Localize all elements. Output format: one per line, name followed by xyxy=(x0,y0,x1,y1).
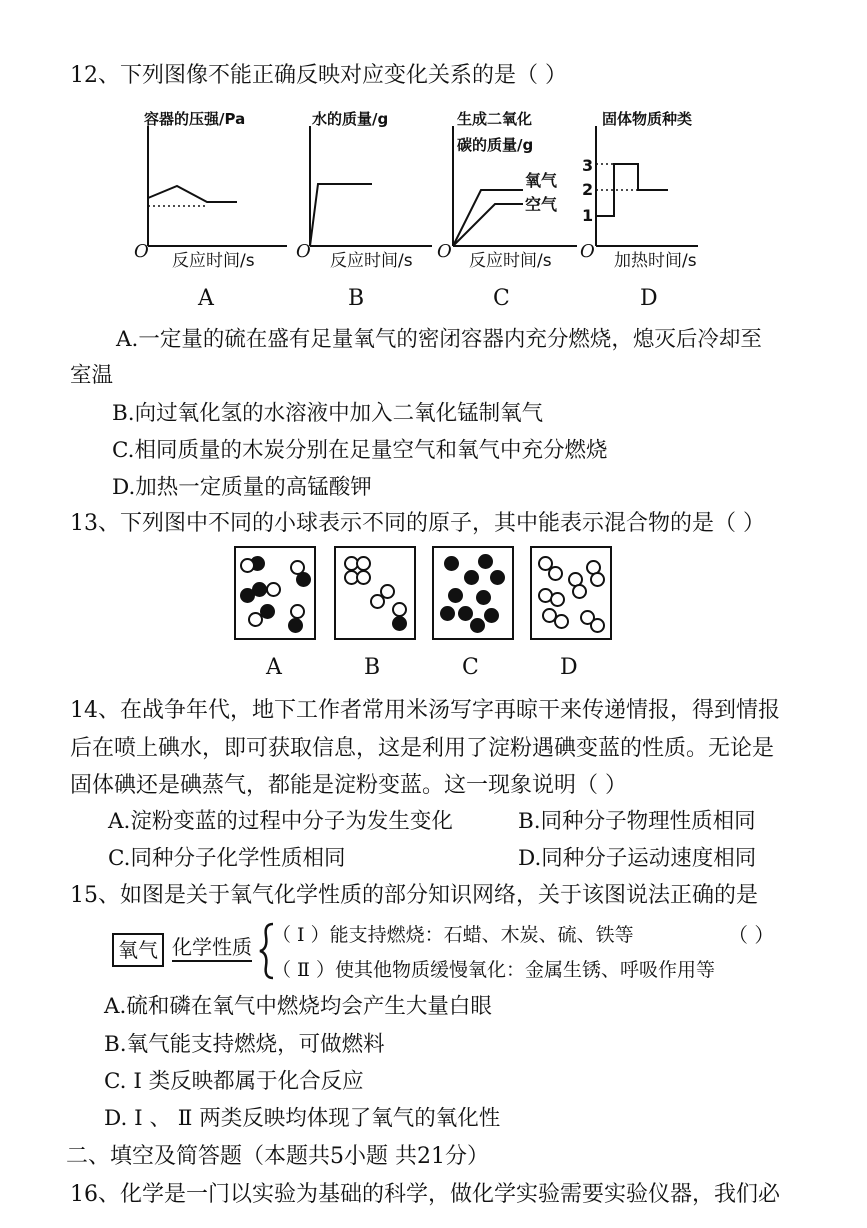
q14-line3: 固体碘还是碘蒸气，都能是淀粉变蓝。这一现象说明（ ） xyxy=(70,773,627,798)
molecule-box-a xyxy=(234,546,316,640)
section-2-heading: 二、填空及简答题（本题共5小题 共21分） xyxy=(66,1144,489,1169)
atom xyxy=(266,582,281,597)
q12-stem: 12、下列图像不能正确反映对应变化关系的是（ ） xyxy=(70,63,567,88)
atom xyxy=(590,618,605,633)
graph-d-letter: D xyxy=(640,286,658,311)
q12-option-a-line2: 室温 xyxy=(70,363,114,388)
graph-d-ylabel: 固体物质种类 xyxy=(602,110,693,128)
atom xyxy=(240,588,255,603)
q15-stem: 15、如图是关于氧气化学性质的部分知识网络，关于该图说法正确的是 xyxy=(70,883,758,908)
chemical-property-label: 化学性质 xyxy=(172,934,252,962)
q15-item-1: （ Ⅰ ）能支持燃烧：石蜡、木炭、硫、铁等 xyxy=(272,924,634,946)
atom xyxy=(356,570,371,585)
atom xyxy=(248,612,263,627)
graph-d-origin: O xyxy=(580,241,595,262)
q12-option-b: B.向过氧化氢的水溶液中加入二氧化锰制氧气 xyxy=(112,401,544,426)
atom xyxy=(448,588,463,603)
atom xyxy=(470,618,485,633)
molecule-letter-d: D xyxy=(560,655,578,680)
atom xyxy=(476,590,491,605)
q14-option-d: D.同种分子运动速度相同 xyxy=(518,846,757,871)
graph-c-ylabel-2: 碳的质量/g xyxy=(457,136,534,154)
graph-a-letter: A xyxy=(198,286,214,311)
graph-d xyxy=(580,108,730,311)
graph-d-tick-3: 3 xyxy=(582,156,594,175)
graph-c-ylabel-1: 生成二氧化 xyxy=(457,110,533,128)
q14-option-a: A.淀粉变蓝的过程中分子为发生变化 xyxy=(108,809,453,834)
atom xyxy=(590,572,605,587)
molecule-letter-c: C xyxy=(462,655,479,680)
atom xyxy=(464,570,479,585)
q13-stem: 13、下列图中不同的小球表示不同的原子，其中能表示混合物的是（ ） xyxy=(70,511,765,536)
q15-option-d: D. Ⅰ 、 Ⅱ 两类反映均体现了氧气的氧化性 xyxy=(104,1106,501,1131)
atom xyxy=(356,556,371,571)
molecule-letter-a: A xyxy=(266,655,282,680)
atom xyxy=(296,572,311,587)
molecule-box-b xyxy=(334,546,416,640)
graph-a-ylabel: 容器的压强/Pa xyxy=(144,110,246,128)
graph-c xyxy=(437,108,587,311)
q12-option-c: C.相同质量的木炭分别在足量空气和氧气中充分燃烧 xyxy=(112,438,608,463)
oxygen-box: 氧气 xyxy=(112,933,164,967)
atom xyxy=(572,584,587,599)
graph-c-letter: C xyxy=(493,286,510,311)
atom xyxy=(550,592,565,607)
molecule-letter-b: B xyxy=(364,655,381,680)
atom xyxy=(458,606,473,621)
q12-option-a-line1: A.一定量的硫在盛有足量氧气的密闭容器内充分燃烧，熄灭后冷却至 xyxy=(116,327,762,352)
graph-b-origin: O xyxy=(296,241,311,262)
q15-option-c: C. Ⅰ 类反映都属于化合反应 xyxy=(104,1069,364,1094)
q16-line1: 16、化学是一门以实验为基础的科学，做化学实验需要实验仪器，我们必 xyxy=(70,1182,780,1207)
graph-c-series-air: 空气 xyxy=(525,195,558,214)
atom xyxy=(288,618,303,633)
atom xyxy=(392,602,407,617)
graph-b xyxy=(292,108,442,311)
molecule-box-d xyxy=(530,546,612,640)
graph-c-series-oxygen: 氧气 xyxy=(525,171,558,190)
molecule-box-c xyxy=(432,546,514,640)
atom xyxy=(490,570,505,585)
graph-b-ylabel: 水的质量/g xyxy=(312,110,389,128)
atom xyxy=(554,614,569,629)
atom xyxy=(290,604,305,619)
q14-line1: 14、在战争年代，地下工作者常用米汤写字再晾干来传递情报，得到情报 xyxy=(70,698,780,723)
q14-line2: 后在喷上碘水，即可获取信息，这是利用了淀粉遇碘变蓝的性质。无论是 xyxy=(70,736,775,761)
graph-a xyxy=(132,108,292,311)
q12-option-d: D.加热一定质量的高锰酸钾 xyxy=(112,475,372,500)
atom xyxy=(548,566,563,581)
graph-a-origin: O xyxy=(134,241,149,262)
graph-c-xlabel: 反应时间/s xyxy=(469,251,552,271)
graph-b-letter: B xyxy=(348,286,365,311)
q15-item-2: （ Ⅱ ）使其他物质缓慢氧化：金属生锈、呼吸作用等 xyxy=(272,959,715,981)
q15-option-a: A.硫和磷在氧气中燃烧均会产生大量白眼 xyxy=(104,994,492,1019)
atom xyxy=(478,554,493,569)
graph-d-tick-2: 2 xyxy=(582,180,594,199)
atom xyxy=(392,616,407,631)
q14-option-c: C.同种分子化学性质相同 xyxy=(108,846,346,871)
q14-option-b: B.同种分子物理性质相同 xyxy=(518,809,756,834)
atom xyxy=(240,558,255,573)
graph-b-xlabel: 反应时间/s xyxy=(330,251,413,271)
atom xyxy=(370,594,385,609)
graph-a-xlabel: 反应时间/s xyxy=(172,251,255,271)
q15-answer-paren: （ ） xyxy=(728,923,775,947)
graph-d-tick-1: 1 xyxy=(582,206,594,225)
graph-d-xlabel: 加热时间/s xyxy=(614,251,697,271)
atom xyxy=(484,608,499,623)
graph-c-origin: O xyxy=(437,241,452,262)
q15-option-b: B.氧气能支持燃烧，可做燃料 xyxy=(104,1032,385,1057)
atom xyxy=(444,556,459,571)
atom xyxy=(440,606,455,621)
